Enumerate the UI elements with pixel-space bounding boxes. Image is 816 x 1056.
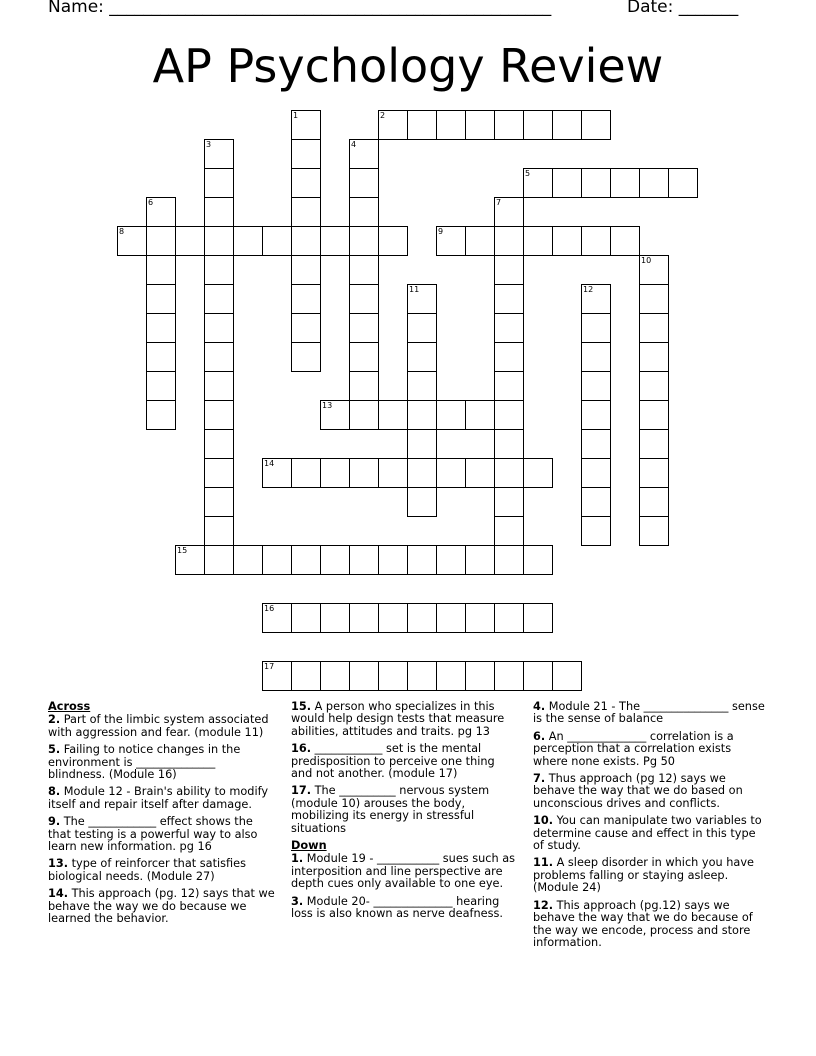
clue-item	[291, 853, 517, 890]
grid-cell[interactable]	[378, 400, 408, 430]
grid-cell[interactable]	[204, 400, 234, 430]
grid-cell[interactable]	[204, 168, 234, 198]
grid-cell[interactable]	[204, 429, 234, 459]
grid-cell[interactable]	[146, 284, 176, 314]
clue-number: 6.	[533, 729, 546, 743]
grid-cell[interactable]	[233, 226, 263, 256]
clue-text: Failing to notice changes in the environment is ______________ blindness. (Module 16)	[48, 743, 241, 782]
grid-cell[interactable]	[523, 603, 553, 633]
grid-cell[interactable]	[291, 284, 321, 314]
grid-cell[interactable]	[262, 226, 292, 256]
clue-item	[291, 743, 517, 780]
grid-cell[interactable]	[146, 255, 176, 285]
grid-cell[interactable]	[581, 342, 611, 372]
grid-cell[interactable]	[233, 545, 263, 575]
clue-item	[48, 714, 276, 739]
grid-cell[interactable]	[146, 342, 176, 372]
grid-cell[interactable]	[349, 313, 379, 343]
grid-cell[interactable]	[175, 226, 205, 256]
grid-cell[interactable]	[494, 255, 524, 285]
grid-cell[interactable]	[494, 458, 524, 488]
grid-cell[interactable]	[262, 661, 292, 691]
grid-cell[interactable]	[291, 458, 321, 488]
grid-cell[interactable]	[349, 603, 379, 633]
grid-cell[interactable]	[204, 255, 234, 285]
clue-number-label: 14	[264, 459, 275, 468]
clue-item	[533, 731, 765, 768]
grid-cell[interactable]	[494, 284, 524, 314]
grid-cell[interactable]	[639, 371, 669, 401]
clue-number: 2.	[48, 713, 61, 727]
grid-cell[interactable]	[204, 197, 234, 227]
clue-number-label: 16	[264, 604, 275, 613]
grid-cell[interactable]	[146, 313, 176, 343]
grid-cell[interactable]	[581, 487, 611, 517]
grid-cell[interactable]	[146, 226, 176, 256]
grid-cell[interactable]	[407, 110, 437, 140]
grid-cell[interactable]	[146, 371, 176, 401]
clue-column-3	[533, 701, 765, 954]
grid-cell[interactable]	[494, 197, 524, 227]
grid-cell[interactable]	[407, 545, 437, 575]
clue-text: type of reinforcer that satisfies biological needs. (Module 27)	[48, 857, 246, 883]
grid-cell[interactable]	[639, 284, 669, 314]
grid-cell[interactable]	[291, 168, 321, 198]
grid-cell[interactable]	[407, 342, 437, 372]
grid-cell[interactable]	[204, 284, 234, 314]
clue-number-label: 7	[496, 198, 502, 207]
grid-cell[interactable]	[639, 429, 669, 459]
clue-number: 12.	[533, 898, 554, 912]
clue-text: A person who specializes in this would help design tests that measure abilities, attitudes and traits. pg 13	[291, 700, 505, 738]
grid-cell[interactable]	[494, 603, 524, 633]
clue-number-label: 9	[438, 227, 444, 236]
clue-text: Part of the limbic system associated with aggression and fear. (module 11)	[48, 713, 269, 739]
grid-cell[interactable]	[320, 545, 350, 575]
clue-number: 7.	[533, 772, 546, 786]
grid-cell[interactable]	[204, 516, 234, 546]
clue-text: ____________ set is the mental predisposition to perceive one thing and not another. (module 17)	[291, 742, 495, 781]
clue-number: 3.	[291, 894, 304, 908]
clue-number: 17.	[291, 784, 312, 798]
grid-cell[interactable]	[436, 110, 466, 140]
grid-cell[interactable]	[262, 458, 292, 488]
grid-cell[interactable]	[407, 284, 437, 314]
clue-number-label: 13	[322, 401, 333, 410]
clue-number: 11.	[533, 856, 554, 870]
grid-cell[interactable]	[146, 197, 176, 227]
grid-cell[interactable]	[494, 226, 524, 256]
grid-cell[interactable]	[523, 168, 553, 198]
grid-cell[interactable]	[465, 458, 495, 488]
grid-cell[interactable]	[204, 139, 234, 169]
grid-cell[interactable]	[291, 139, 321, 169]
grid-cell[interactable]	[291, 342, 321, 372]
grid-cell[interactable]	[639, 400, 669, 430]
across-heading: Across	[48, 700, 91, 713]
clue-column-2	[291, 701, 517, 926]
grid-cell[interactable]	[407, 313, 437, 343]
grid-cell[interactable]	[436, 458, 466, 488]
grid-cell[interactable]	[523, 545, 553, 575]
grid-cell[interactable]	[262, 603, 292, 633]
grid-cell[interactable]	[581, 429, 611, 459]
grid-cell[interactable]	[581, 313, 611, 343]
clue-number-label: 17	[264, 662, 275, 671]
grid-cell[interactable]	[581, 168, 611, 198]
grid-cell[interactable]	[494, 110, 524, 140]
clue-item	[48, 858, 276, 883]
grid-cell[interactable]	[349, 139, 379, 169]
grid-cell[interactable]	[378, 545, 408, 575]
clue-number-label: 6	[148, 198, 154, 207]
grid-cell[interactable]	[552, 661, 582, 691]
grid-cell[interactable]	[639, 487, 669, 517]
grid-cell[interactable]	[581, 110, 611, 140]
clue-number-label: 5	[525, 169, 531, 178]
clue-item	[291, 701, 517, 738]
grid-cell[interactable]	[407, 400, 437, 430]
name-field[interactable]: Name: ____________________________________________________	[48, 0, 552, 17]
grid-cell[interactable]	[349, 458, 379, 488]
clue-number: 14.	[48, 887, 69, 901]
grid-cell[interactable]	[639, 516, 669, 546]
grid-cell[interactable]	[552, 226, 582, 256]
grid-cell[interactable]	[349, 168, 379, 198]
clue-text: This approach (pg.12) says we behave the way that we do because of the way we encode, process and store information.	[533, 898, 753, 949]
clue-number: 10.	[533, 814, 554, 828]
grid-cell[interactable]	[320, 226, 350, 256]
clue-item	[533, 701, 765, 726]
grid-cell[interactable]	[639, 313, 669, 343]
grid-cell[interactable]	[436, 226, 466, 256]
clue-number: 15.	[291, 700, 312, 713]
grid-cell[interactable]	[204, 545, 234, 575]
clue-number-label: 4	[351, 140, 357, 149]
page-title: AP Psychology Review	[152, 39, 664, 93]
grid-cell[interactable]	[117, 226, 147, 256]
grid-cell[interactable]	[407, 371, 437, 401]
clue-item	[533, 857, 765, 894]
clue-text: Module 21 - The _______________ sense is the sense of balance	[533, 700, 765, 726]
grid-cell[interactable]	[407, 487, 437, 517]
grid-cell[interactable]	[436, 661, 466, 691]
grid-cell[interactable]	[378, 458, 408, 488]
grid-cell[interactable]	[291, 545, 321, 575]
grid-cell[interactable]	[465, 545, 495, 575]
grid-cell[interactable]	[639, 255, 669, 285]
grid-cell[interactable]	[494, 661, 524, 691]
clue-text: Thus approach (pg 12) says we behave the way that we do based on unconscious drives and conflicts.	[533, 772, 743, 810]
grid-cell[interactable]	[465, 400, 495, 430]
clue-number-label: 3	[206, 140, 212, 149]
grid-cell[interactable]	[436, 545, 466, 575]
clue-number-label: 1	[293, 111, 299, 120]
grid-cell[interactable]	[552, 110, 582, 140]
grid-cell[interactable]	[320, 400, 350, 430]
grid-cell[interactable]	[465, 110, 495, 140]
clue-number: 4.	[533, 700, 546, 713]
grid-cell[interactable]	[407, 458, 437, 488]
grid-cell[interactable]	[291, 226, 321, 256]
clue-text: This approach (pg. 12) says that we behave the way we do because we learned the behavior.	[48, 887, 275, 926]
clue-item	[533, 773, 765, 810]
clue-item	[48, 888, 276, 925]
grid-cell[interactable]	[349, 226, 379, 256]
grid-cell[interactable]	[262, 545, 292, 575]
clue-number-label: 10	[641, 256, 652, 265]
grid-cell[interactable]	[378, 110, 408, 140]
clue-text: Module 12 - Brain's ability to modify itself and repair itself after damage.	[48, 785, 269, 811]
clue-item	[48, 786, 276, 811]
grid-cell[interactable]	[407, 661, 437, 691]
grid-cell[interactable]	[523, 110, 553, 140]
clue-text: The __________ nervous system (module 10) arouses the body, mobilizing its energy in stressful situations	[291, 784, 490, 835]
grid-cell[interactable]	[204, 342, 234, 372]
grid-cell[interactable]	[639, 342, 669, 372]
grid-cell[interactable]	[204, 226, 234, 256]
grid-cell[interactable]	[378, 661, 408, 691]
grid-cell[interactable]	[349, 371, 379, 401]
grid-cell[interactable]	[204, 371, 234, 401]
clue-item	[291, 785, 517, 835]
grid-cell[interactable]	[494, 516, 524, 546]
clue-number: 8.	[48, 785, 61, 799]
grid-cell[interactable]	[146, 400, 176, 430]
date-field[interactable]: Date: _______	[627, 0, 739, 17]
clue-text: Module 19 - ___________ sues such as interposition and line perspective are depth cues only available to one eye.	[291, 852, 516, 891]
clue-number: 9.	[48, 815, 61, 829]
grid-cell[interactable]	[320, 458, 350, 488]
grid-cell[interactable]	[291, 255, 321, 285]
clue-number-label: 8	[119, 227, 125, 236]
clue-text: A sleep disorder in which you have problems falling or staying asleep.(Module 24)	[533, 856, 754, 895]
grid-cell[interactable]	[204, 313, 234, 343]
grid-cell[interactable]	[552, 168, 582, 198]
grid-cell[interactable]	[378, 603, 408, 633]
grid-cell[interactable]	[436, 603, 466, 633]
grid-cell[interactable]	[494, 487, 524, 517]
grid-cell[interactable]	[465, 226, 495, 256]
grid-cell[interactable]	[436, 400, 466, 430]
grid-cell[interactable]	[494, 400, 524, 430]
clue-number: 1.	[291, 852, 304, 866]
clue-item	[48, 816, 276, 853]
grid-cell[interactable]	[581, 400, 611, 430]
grid-cell[interactable]	[581, 516, 611, 546]
grid-cell[interactable]	[639, 458, 669, 488]
grid-cell[interactable]	[204, 458, 234, 488]
grid-cell[interactable]	[494, 429, 524, 459]
clue-number-label: 11	[409, 285, 420, 294]
grid-cell[interactable]	[291, 313, 321, 343]
grid-cell[interactable]	[668, 168, 698, 198]
grid-cell[interactable]	[494, 545, 524, 575]
clue-number: 5.	[48, 743, 61, 757]
clue-text: Module 20- ______________ hearing loss is also known as nerve deafness.	[291, 894, 503, 921]
clue-item	[533, 815, 765, 852]
grid-cell[interactable]	[349, 400, 379, 430]
grid-cell[interactable]	[610, 226, 640, 256]
grid-cell[interactable]	[378, 226, 408, 256]
grid-cell[interactable]	[581, 284, 611, 314]
clue-number-label: 12	[583, 285, 594, 294]
grid-cell[interactable]	[494, 371, 524, 401]
grid-cell[interactable]	[494, 313, 524, 343]
grid-cell[interactable]	[349, 661, 379, 691]
clue-text: You can manipulate two variables to determine cause and effect in this type of study.	[533, 814, 762, 853]
clue-column-1	[48, 701, 276, 931]
grid-cell[interactable]	[291, 603, 321, 633]
grid-cell[interactable]	[465, 603, 495, 633]
grid-cell[interactable]	[320, 603, 350, 633]
grid-cell[interactable]	[523, 661, 553, 691]
grid-cell[interactable]	[465, 661, 495, 691]
grid-cell[interactable]	[349, 284, 379, 314]
grid-cell[interactable]	[581, 371, 611, 401]
grid-cell[interactable]	[349, 197, 379, 227]
clue-item	[48, 744, 276, 781]
grid-cell[interactable]	[291, 661, 321, 691]
clue-item	[291, 896, 517, 921]
clue-number: 16.	[291, 742, 312, 756]
clue-number: 13.	[48, 857, 69, 871]
grid-cell[interactable]	[581, 458, 611, 488]
clue-number-label: 2	[380, 111, 386, 120]
grid-cell[interactable]	[610, 168, 640, 198]
clue-number-label: 15	[177, 546, 188, 555]
grid-cell[interactable]	[175, 545, 205, 575]
grid-cell[interactable]	[349, 255, 379, 285]
grid-cell[interactable]	[291, 197, 321, 227]
grid-cell[interactable]	[639, 168, 669, 198]
clue-text: The ____________ effect shows the that testing is a powerful way to also learn new information. pg 16	[48, 815, 258, 854]
grid-cell[interactable]	[204, 487, 234, 517]
down-heading: Down	[291, 839, 327, 853]
grid-cell[interactable]	[581, 226, 611, 256]
clue-text: An ______________ correlation is a perception that a correlation exists where none exists. Pg 50	[533, 729, 734, 768]
grid-cell[interactable]	[320, 661, 350, 691]
grid-cell[interactable]	[349, 342, 379, 372]
grid-cell[interactable]	[494, 342, 524, 372]
grid-cell[interactable]	[407, 603, 437, 633]
clue-item	[533, 900, 765, 950]
grid-cell[interactable]	[349, 545, 379, 575]
grid-cell[interactable]	[291, 110, 321, 140]
grid-cell[interactable]	[523, 226, 553, 256]
grid-cell[interactable]	[523, 458, 553, 488]
grid-cell[interactable]	[407, 429, 437, 459]
